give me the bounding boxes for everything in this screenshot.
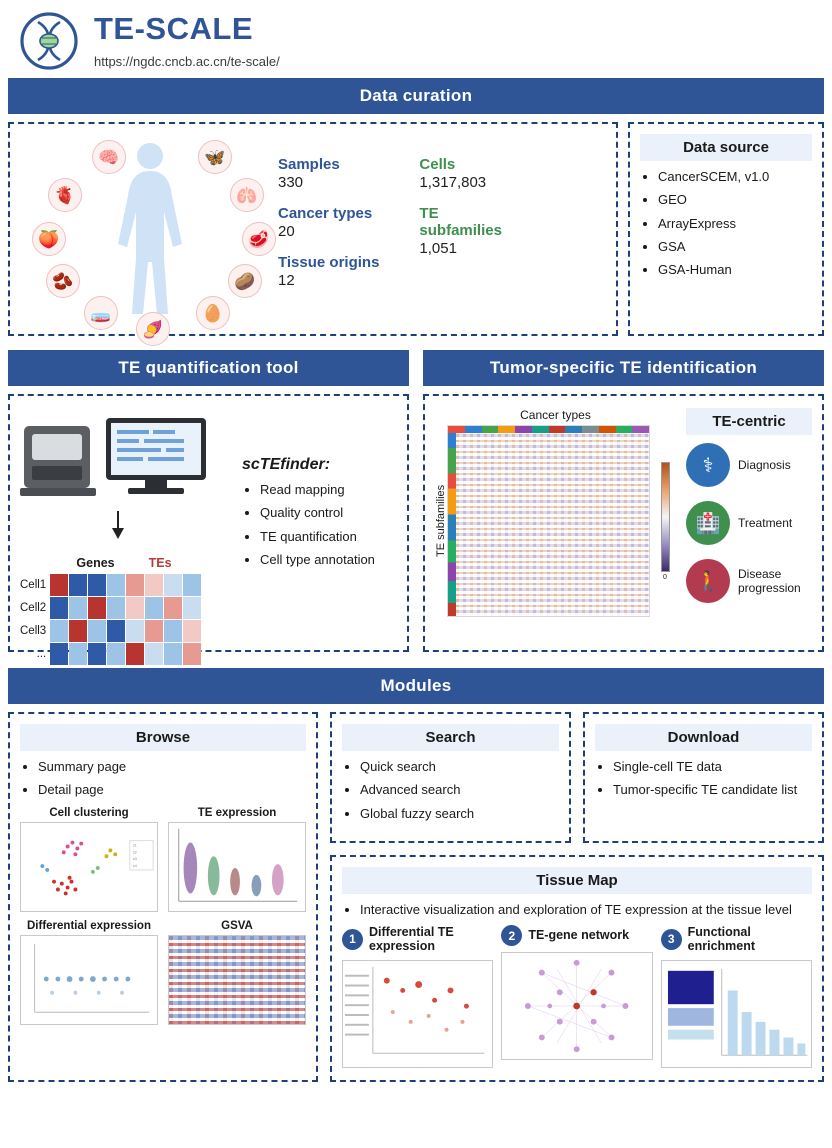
- banner-modules: Modules: [8, 668, 824, 704]
- site-url[interactable]: https://ngdc.cncb.ac.cn/te-scale/: [94, 53, 280, 69]
- list-item[interactable]: • Advanced search: [360, 782, 559, 798]
- te-centric-title: TE-centric: [686, 408, 812, 435]
- download-title[interactable]: Download: [595, 724, 812, 751]
- thumb-caption: Cell clustering: [49, 806, 129, 819]
- search-title[interactable]: Search: [342, 724, 559, 751]
- list-item[interactable]: • Summary page: [38, 759, 306, 775]
- banner-tumor-specific: Tumor-specific TE identification: [423, 350, 824, 386]
- data-curation-body: [8, 122, 824, 339]
- stat-label-cells: Cells: [419, 156, 456, 173]
- browse-card: [8, 712, 318, 1082]
- te-centric-label: Diagnosis: [738, 457, 791, 472]
- banner-data-curation: Data curation: [8, 78, 824, 114]
- organ-icon-pancreas: 🥔: [228, 264, 262, 298]
- tumor-heatmap: [435, 408, 676, 638]
- thumb-caption: TE expression: [197, 806, 277, 819]
- step-title: TE-gene network: [528, 928, 630, 943]
- organ-icon-intestine: 🍠: [136, 312, 170, 346]
- heatmap-x-label: Cancer types: [520, 408, 591, 422]
- tumor-specific-body: [423, 394, 824, 652]
- heatmap-y-label: TE subfamilies: [435, 484, 447, 558]
- list-item: • CancerSCEM, v1.0: [658, 169, 812, 185]
- thumb-differential-expression: [20, 920, 158, 1025]
- te-centric-label: Disease progression: [738, 566, 801, 595]
- matrix-row-label: Cell1: [20, 579, 47, 591]
- stat-label-tissue-origins: Tissue origins: [278, 254, 380, 271]
- modules-section: [8, 668, 824, 1082]
- organ-icon-thyroid: 🦋: [198, 140, 232, 174]
- list-item: • Cell type annotation: [260, 552, 375, 568]
- pipeline-illustration: [20, 408, 228, 660]
- download-list: [595, 759, 812, 799]
- browse-thumbnails: [20, 807, 306, 1025]
- browse-list: [20, 759, 306, 799]
- list-item[interactable]: • Single-cell TE data: [613, 759, 812, 775]
- thumb-caption: Differential expression: [27, 919, 151, 932]
- matrix-column-groups: [20, 556, 228, 570]
- modules-body: [8, 712, 824, 1082]
- browse-title[interactable]: Browse: [20, 724, 306, 751]
- gsva-heatmap: [168, 935, 306, 1025]
- stat-value-tissue-origins: 12: [278, 272, 295, 289]
- search-card: [330, 712, 571, 843]
- matrix-row-label: Cell3: [20, 625, 47, 637]
- search-download-row: [330, 712, 824, 843]
- tissue-step-1: [342, 925, 493, 1068]
- tool-description: [228, 408, 375, 638]
- te-centric-panel: [686, 408, 812, 638]
- data-source-title: Data source: [640, 134, 812, 161]
- stat-value-te-subfamilies: 1,051: [419, 240, 457, 257]
- header: [8, 0, 824, 78]
- svg-text:c1: c1: [132, 841, 137, 847]
- violin-plot: [168, 822, 306, 912]
- step-number-badge: 2: [501, 925, 522, 946]
- stat-value-samples: 330: [278, 174, 304, 191]
- human-organ-diagram: [18, 134, 278, 339]
- list-item[interactable]: • Detail page: [38, 782, 306, 798]
- te-centric-item-progression: [686, 559, 812, 603]
- tissue-map-steps: [342, 925, 812, 1068]
- list-item[interactable]: • Tumor-specific TE candidate list: [613, 782, 812, 798]
- svg-text:c3: c3: [132, 855, 137, 861]
- thumb-gsva: [168, 920, 306, 1025]
- hospital-icon: 🏥: [686, 501, 730, 545]
- colorbar-tick: 0: [663, 573, 667, 581]
- matrix-group-genes: Genes: [76, 556, 115, 570]
- title-block: [94, 13, 280, 69]
- curation-stats-panel: [8, 122, 618, 339]
- expression-matrix: [20, 556, 228, 665]
- dna-helix-icon: [18, 10, 80, 72]
- te-quantification-body: [8, 394, 409, 660]
- organ-icon-liver: 🫀: [48, 178, 82, 212]
- thumb-caption: GSVA: [221, 919, 253, 932]
- tissue-map-description-list: [342, 902, 812, 918]
- search-list: [342, 759, 559, 822]
- stethoscope-icon: ⚕: [686, 443, 730, 487]
- functional-enrichment-plot: [661, 960, 812, 1068]
- list-item: • TE quantification: [260, 529, 375, 545]
- organ-icon-breast: 🍑: [32, 222, 66, 256]
- stat-label-samples: Samples: [278, 156, 340, 173]
- list-item: • Interactive visualization and exploration of TE expression at the tissue level: [360, 902, 812, 918]
- tissue-step-2: [501, 925, 652, 1068]
- dot-plot: [20, 935, 158, 1025]
- modules-right-column: [330, 712, 824, 1082]
- differential-te-expression-plot: [342, 960, 493, 1068]
- organ-icon-ovary: 🥚: [196, 296, 230, 330]
- tool-feature-list: [242, 482, 375, 568]
- organ-icon-brain: 🧠: [92, 140, 126, 174]
- data-source-panel: [628, 122, 824, 336]
- step-title: Functional enrichment: [687, 925, 756, 954]
- banner-te-quantification: TE quantification tool: [8, 350, 409, 386]
- svg-text:c4: c4: [132, 862, 137, 868]
- curation-stats: [278, 134, 509, 324]
- svg-text:c2: c2: [132, 848, 137, 854]
- download-card: [583, 712, 824, 843]
- matrix-row-label: Cell2: [20, 602, 47, 614]
- stat-label-te-subfamilies: TE subfamilies: [419, 205, 502, 239]
- page-title: TE-SCALE: [94, 11, 253, 47]
- matrix-row-labels: [20, 574, 50, 665]
- tissue-map-title[interactable]: Tissue Map: [342, 867, 812, 894]
- stat-value-cancer-types: 20: [278, 223, 295, 240]
- data-source-list: [640, 169, 812, 278]
- sequencer-icon: [20, 408, 216, 504]
- middle-row: [8, 350, 824, 660]
- patient-walker-icon: 🚶: [686, 559, 730, 603]
- te-gene-network-plot: [501, 952, 652, 1060]
- organ-icon-stomach: 🥩: [242, 222, 276, 256]
- te-centric-item-treatment: [686, 501, 812, 545]
- list-item[interactable]: • Quick search: [360, 759, 559, 775]
- organ-icon-colon: 🧫: [84, 296, 118, 330]
- list-item: • Quality control: [260, 505, 375, 521]
- matrix-group-tes: TEs: [148, 556, 172, 570]
- human-silhouette-icon: [110, 140, 190, 327]
- organ-icon-kidney: 🫘: [46, 264, 80, 298]
- step-title: Differential TE expression: [369, 925, 454, 954]
- te-centric-item-diagnosis: [686, 443, 812, 487]
- list-item[interactable]: • Global fuzzy search: [360, 806, 559, 822]
- list-item: • GSA: [658, 239, 812, 255]
- stat-value-cells: 1,317,803: [419, 174, 487, 191]
- stat-label-cancer-types: Cancer types: [278, 205, 373, 222]
- list-item: • GEO: [658, 192, 812, 208]
- organ-icon-lung: 🫁: [230, 178, 264, 212]
- tissue-step-3: [661, 925, 812, 1068]
- te-quantification-section: [8, 350, 409, 660]
- stats-column-right: [419, 156, 509, 324]
- down-arrow-icon: [20, 509, 216, 543]
- tool-name: scTEfinder:: [242, 456, 331, 473]
- list-item: • GSA-Human: [658, 262, 812, 278]
- step-number-badge: 1: [342, 929, 363, 950]
- tumor-specific-section: [423, 350, 824, 652]
- thumb-te-expression: [168, 807, 306, 912]
- matrix-row-label: ...: [36, 648, 47, 660]
- te-centric-label: Treatment: [738, 515, 793, 530]
- step-number-badge: 3: [661, 929, 682, 950]
- matrix-cells: [50, 574, 201, 665]
- tissue-map-card: [330, 855, 824, 1082]
- list-item: • Read mapping: [260, 482, 375, 498]
- umap-plot: [20, 822, 158, 912]
- thumb-cell-clustering: [20, 807, 158, 912]
- colorbar-ticks: [663, 574, 667, 581]
- list-item: • ArrayExpress: [658, 216, 812, 232]
- stats-column-left: [278, 156, 379, 324]
